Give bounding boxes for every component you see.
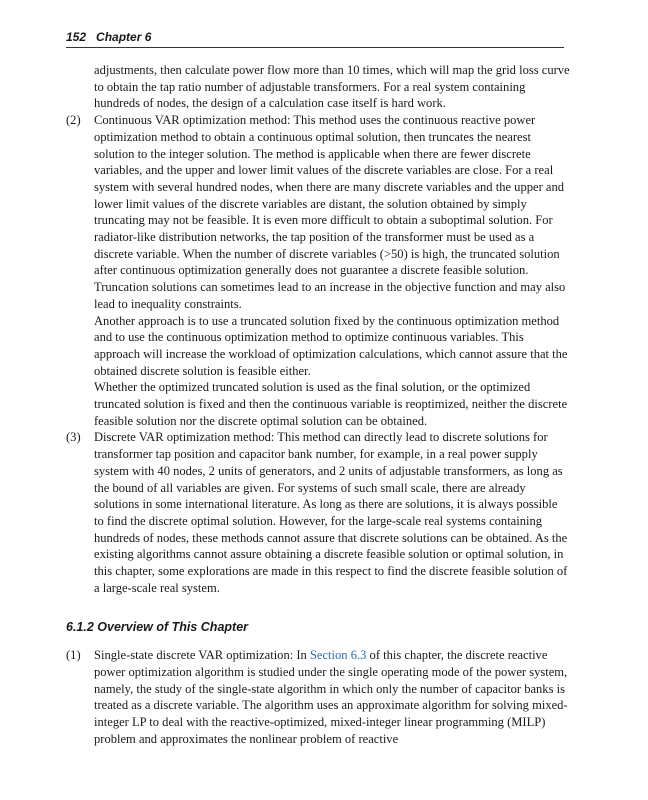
list-item-2 (66, 112, 570, 429)
paragraph: Another approach is to use a truncated solution fixed by the continuous optimization method and to use the continuous optimization method to optimize continuous variables. This approach will increase the workload of optimization calculations, which cannot assure that the obtained discrete solution is feasible either. (94, 313, 568, 378)
chapter-title: Chapter 6 (96, 30, 152, 44)
text-segment: Single-state discrete VAR optimization: In (94, 648, 310, 663)
paragraph: Continuous VAR optimization method: This method uses the continuous reactive power optimization method to obtain a continuous optimal solution, then truncates the nearest solution to the integer solution. The method is applicable when there are fewer discrete variables, and the upper and lower limit values of the discrete variables are close. For a real system with several hundred nodes, when there are many discrete variables and the upper and lower limit values of the discrete variables are distant, the solution obtained by simply truncating may not be feasible. It is even more difficult to obtain a suboptimal solution. For radiator-like distribution networks, the tap position of the transformer must be used as a discrete variable. When the number of discrete variables (>50) is high, the truncated solution after continuous optimization generally does not guarantee a discrete feasible solution. Truncation solutions can sometimes lead to an increase in the objective function and may also lead to inequality constraints. (94, 113, 566, 311)
section-link[interactable]: Section 6.3 (309, 648, 367, 663)
paragraph (94, 647, 570, 747)
list-number: (2) (66, 113, 81, 128)
page-body (66, 62, 570, 747)
page-number: 152 (66, 30, 87, 44)
paragraph: Discrete VAR optimization method: This method can directly lead to discrete solutions for transformer tap position and capacitor bank number, for example, in a real power supply system with 40 nodes, 2 units of generators, and 2 units of adjustable transformers, as long as the bound of all variables are given. For systems of such small scale, there are already solutions in some international literature. As long as there are solutions, it is always possible to find the discrete optimal solution. However, for the large-scale real systems containing hundreds of nodes, these methods cannot assure that discrete solutions can be obtained. As the existing algorithms cannot assure obtaining a discrete feasible solution or optimal solution, in this chapter, some explorations are made in this respect to find the discrete feasible solution of a large-scale real system. (94, 430, 568, 595)
list-number: (1) (66, 648, 81, 663)
list-item-3 (66, 429, 570, 596)
paragraph: adjustments, then calculate power flow more than 10 times, which will map the grid loss curve to obtain the tap ratio number of adjustable transformers. For a real system containing hundreds of nodes, the design of a calculation case itself is hard work. (94, 63, 570, 111)
continuation-block (66, 62, 570, 112)
text-segment: of this chapter, the discrete reactive power optimization algorithm is studied under the single operating mode of the power system, namely, the study of the single-state algorithm in which only the number of capacitor banks is treated as a discrete variable. The algorithm uses an approximate algorithm for solving mixed-integer LP to deal with the reactive-optimized, mixed-integer linear programming (MILP) problem and approximates the nonlinear problem of reactive (94, 648, 568, 746)
section-heading: 6.1.2 Overview of This Chapter (66, 619, 249, 634)
list-item-1 (66, 647, 570, 747)
list-number: (3) (66, 430, 81, 445)
running-head (66, 30, 564, 48)
paragraph: Whether the optimized truncated solution is used as the final solution, or the optimized truncated solution is fixed and then the continuous variable is reoptimized, neither the discrete feasible solution nor the discrete optimal solution can be obtained. (94, 380, 568, 428)
